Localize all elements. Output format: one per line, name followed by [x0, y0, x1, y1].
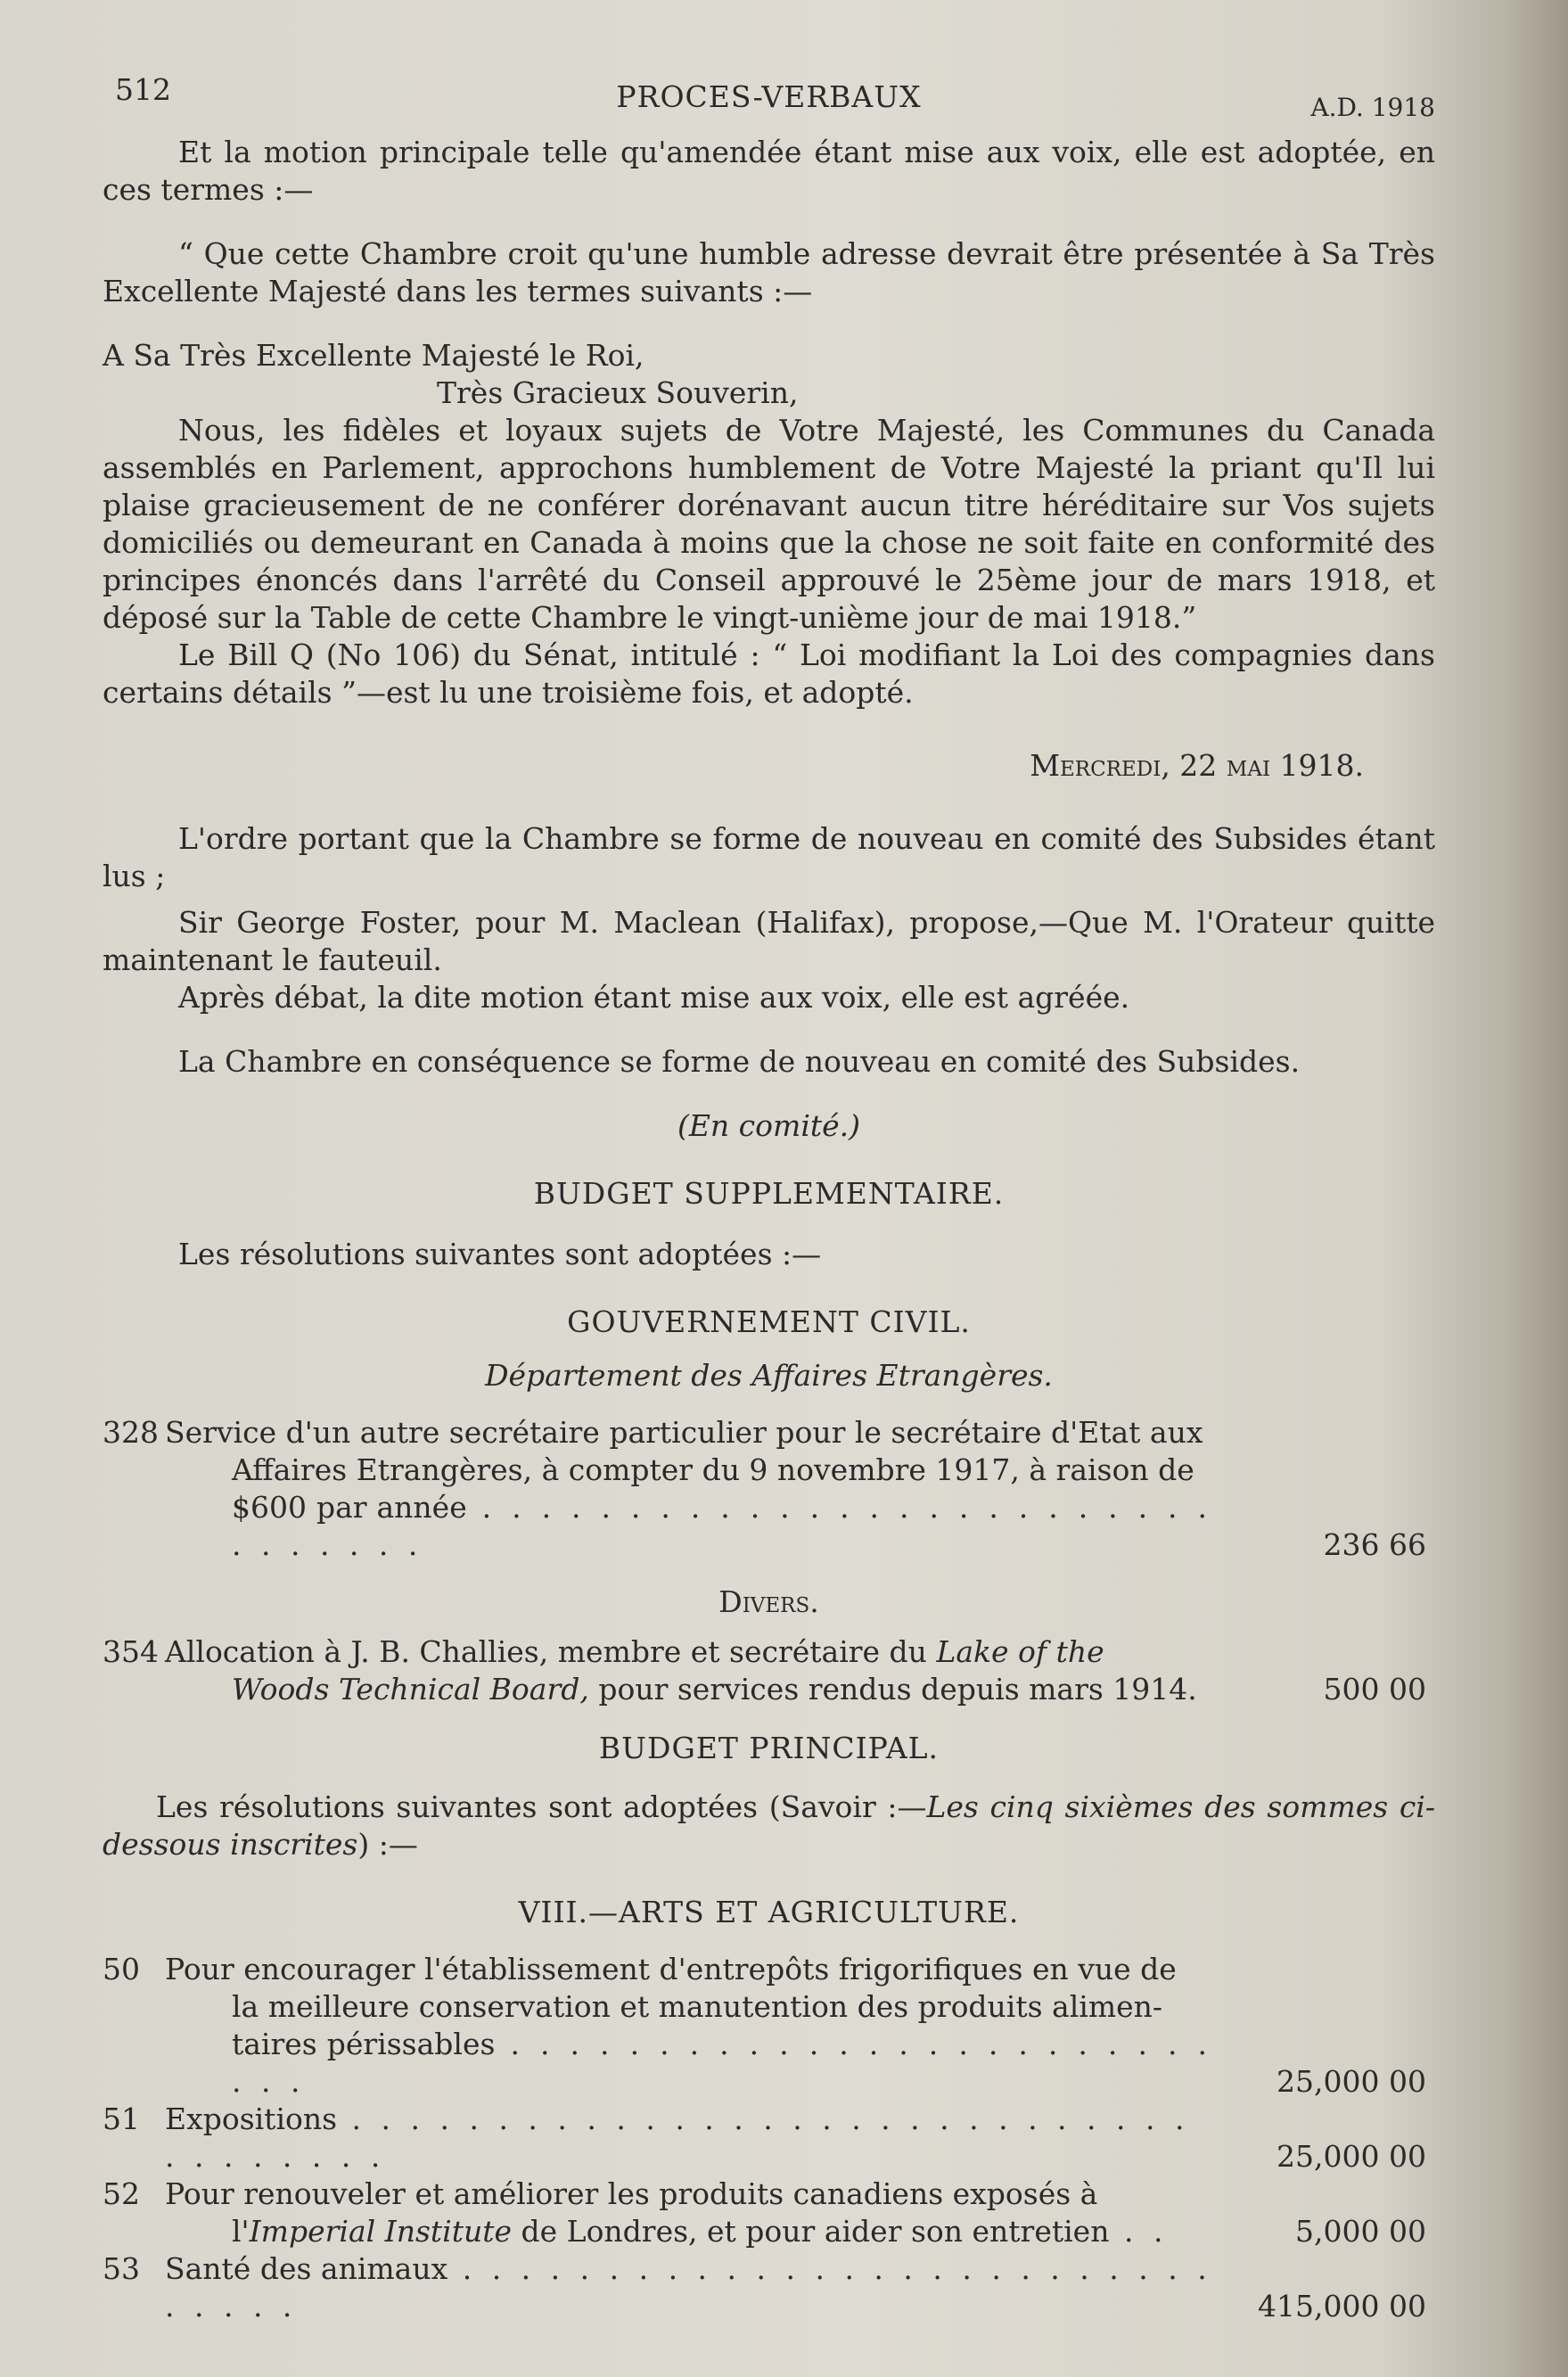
item-number: 328	[103, 1415, 159, 1450]
paragraph-resolutions: Les résolutions suivantes sont adoptées :—	[178, 1237, 822, 1271]
item-line: Affaires Etrangères, à compter du 9 novembre 1917, à raison de	[232, 1452, 1194, 1487]
paragraph-debate: Après débat, la dite motion étant mise aux voix, elle est agréée.	[178, 980, 1130, 1015]
item-line: Pour renouveler et améliorer les produits canadiens exposés à	[165, 2176, 1098, 2211]
item-text	[165, 1951, 1248, 2101]
paragraph-address: Nous, les fidèles et loyaux sujets de Votre Majesté, les Communes du Canada assemblés en Parlement, approchons humblement de Votre Majesté la priant qu'Il lui plaise gracieusement de ne conférer dorénavant aucun titre héréditaire sur Vos sujets domiciliés ou demeurant en Canada à moins que la chose ne soit faite en conformité des principes énoncés dans l'arrêté du Conseil approuvé le 25ème jour de mars 1918, et déposé sur la Table de cette Chambre le vingt-unième jour de mai 1918.”	[103, 413, 1435, 635]
paragraph-foster: Sir George Foster, pour M. Maclean (Halifax), propose,—Que M. l'Orateur quitte maintenant le fauteuil.	[103, 905, 1435, 977]
item-line: Pour encourager l'établissement d'entrepôts frigorifiques en vue de	[165, 1952, 1177, 1986]
salutation-line: Très Gracieux Souverin,	[437, 375, 799, 410]
item-amount: 25,000 00	[1277, 2064, 1426, 2099]
paragraph-order: L'ordre portant que la Chambre se forme de nouveau en comité des Subsides étant lus ;	[103, 821, 1435, 893]
item-number: 51	[103, 2101, 140, 2136]
item-amount: 500 00	[1323, 1672, 1426, 1707]
item-text	[165, 2250, 1248, 2325]
item-line: Service d'un autre secrétaire particulier pour le secrétaire d'Etat aux	[165, 1415, 1203, 1450]
item-text	[165, 2175, 1248, 2250]
heading-divers: Divers.	[718, 1584, 819, 1619]
item-line: $600 par année . . . . . . . . . . . . . . . . . . . . . . . . . . . . . . . .	[232, 1490, 1212, 1562]
page-header	[103, 71, 1435, 125]
item-amount: 5,000 00	[1295, 2214, 1426, 2249]
date-line: Mercredi, 22 mai 1918.	[1030, 748, 1364, 783]
item-line: Santé des animaux . . . . . . . . . . . . . . . . . . . . . . . . . . . . . . .	[165, 2251, 1212, 2324]
running-title: PROCES-VERBAUX	[616, 79, 922, 114]
heading-gouvernement-civil: GOUVERNEMENT CIVIL.	[567, 1304, 971, 1339]
list-item	[103, 2101, 1435, 2175]
item-text	[165, 2101, 1248, 2175]
header-year: A.D. 1918	[1310, 93, 1435, 122]
item-number: 50	[103, 1952, 140, 1986]
item-line: Expositions . . . . . . . . . . . . . . . . . . . . . . . . . . . . . . . . . . . . .	[165, 2101, 1190, 2174]
address-line: A Sa Très Excellente Majesté le Roi,	[103, 338, 644, 373]
heading-arts-agriculture: VIII.—ARTS ET AGRICULTURE.	[518, 1895, 1020, 1929]
in-committee: (En comité.)	[677, 1108, 861, 1143]
item-line: taires périssables . . . . . . . . . . . . . . . . . . . . . . . . . . .	[232, 2027, 1212, 2099]
list-item	[103, 2250, 1435, 2325]
page-number: 512	[115, 72, 171, 107]
paragraph-committee: La Chambre en conséquence se forme de nouveau en comité des Subsides.	[178, 1044, 1301, 1079]
item-number: 52	[103, 2176, 140, 2211]
paragraph-motion: Et la motion principale telle qu'amendée étant mise aux voix, elle est adoptée, en ces termes :—	[103, 135, 1435, 207]
item-text	[165, 1414, 1248, 1564]
item-line: Woods Technical Board, pour services rendus depuis mars 1914.	[232, 1672, 1197, 1707]
item-text	[165, 1633, 1248, 1708]
paragraph-bill: Le Bill Q (No 106) du Sénat, intitulé : “ Loi modifiant la Loi des compagnies dans certains détails ”—est lu une troisième fois, et adopté.	[103, 637, 1435, 710]
list-item	[103, 2175, 1435, 2250]
item-amount: 25,000 00	[1277, 2139, 1426, 2174]
item-amount: 236 66	[1323, 1527, 1426, 1562]
paragraph-resolution: “ Que cette Chambre croit qu'une humble adresse devrait être présentée à Sa Très Excellente Majesté dans les termes suivants :—	[103, 236, 1435, 308]
paragraph-savoir: Les résolutions suivantes sont adoptées (Savoir :—Les cinq sixièmes des sommes ci-dessous inscrites) :—	[103, 1789, 1436, 1862]
item-number: 53	[103, 2251, 140, 2286]
document-page	[103, 71, 1435, 2325]
list-item	[103, 1633, 1435, 1708]
subheading-affaires-etrangeres: Département des Affaires Etrangères.	[485, 1358, 1053, 1393]
item-amount: 415,000 00	[1258, 2289, 1426, 2324]
item-number: 354	[103, 1634, 159, 1669]
heading-budget-supplementaire: BUDGET SUPPLEMENTAIRE.	[533, 1176, 1005, 1211]
item-line: Allocation à J. B. Challies, membre et secrétaire du Lake of the	[165, 1634, 1104, 1669]
item-line: l'Imperial Institute de Londres, et pour aider son entretien . .	[232, 2214, 1169, 2249]
list-item	[103, 1951, 1435, 2101]
list-item	[103, 1414, 1435, 1564]
item-line: la meilleure conservation et manutention des produits alimen-	[232, 1989, 1163, 2024]
heading-budget-principal: BUDGET PRINCIPAL.	[598, 1731, 940, 1765]
